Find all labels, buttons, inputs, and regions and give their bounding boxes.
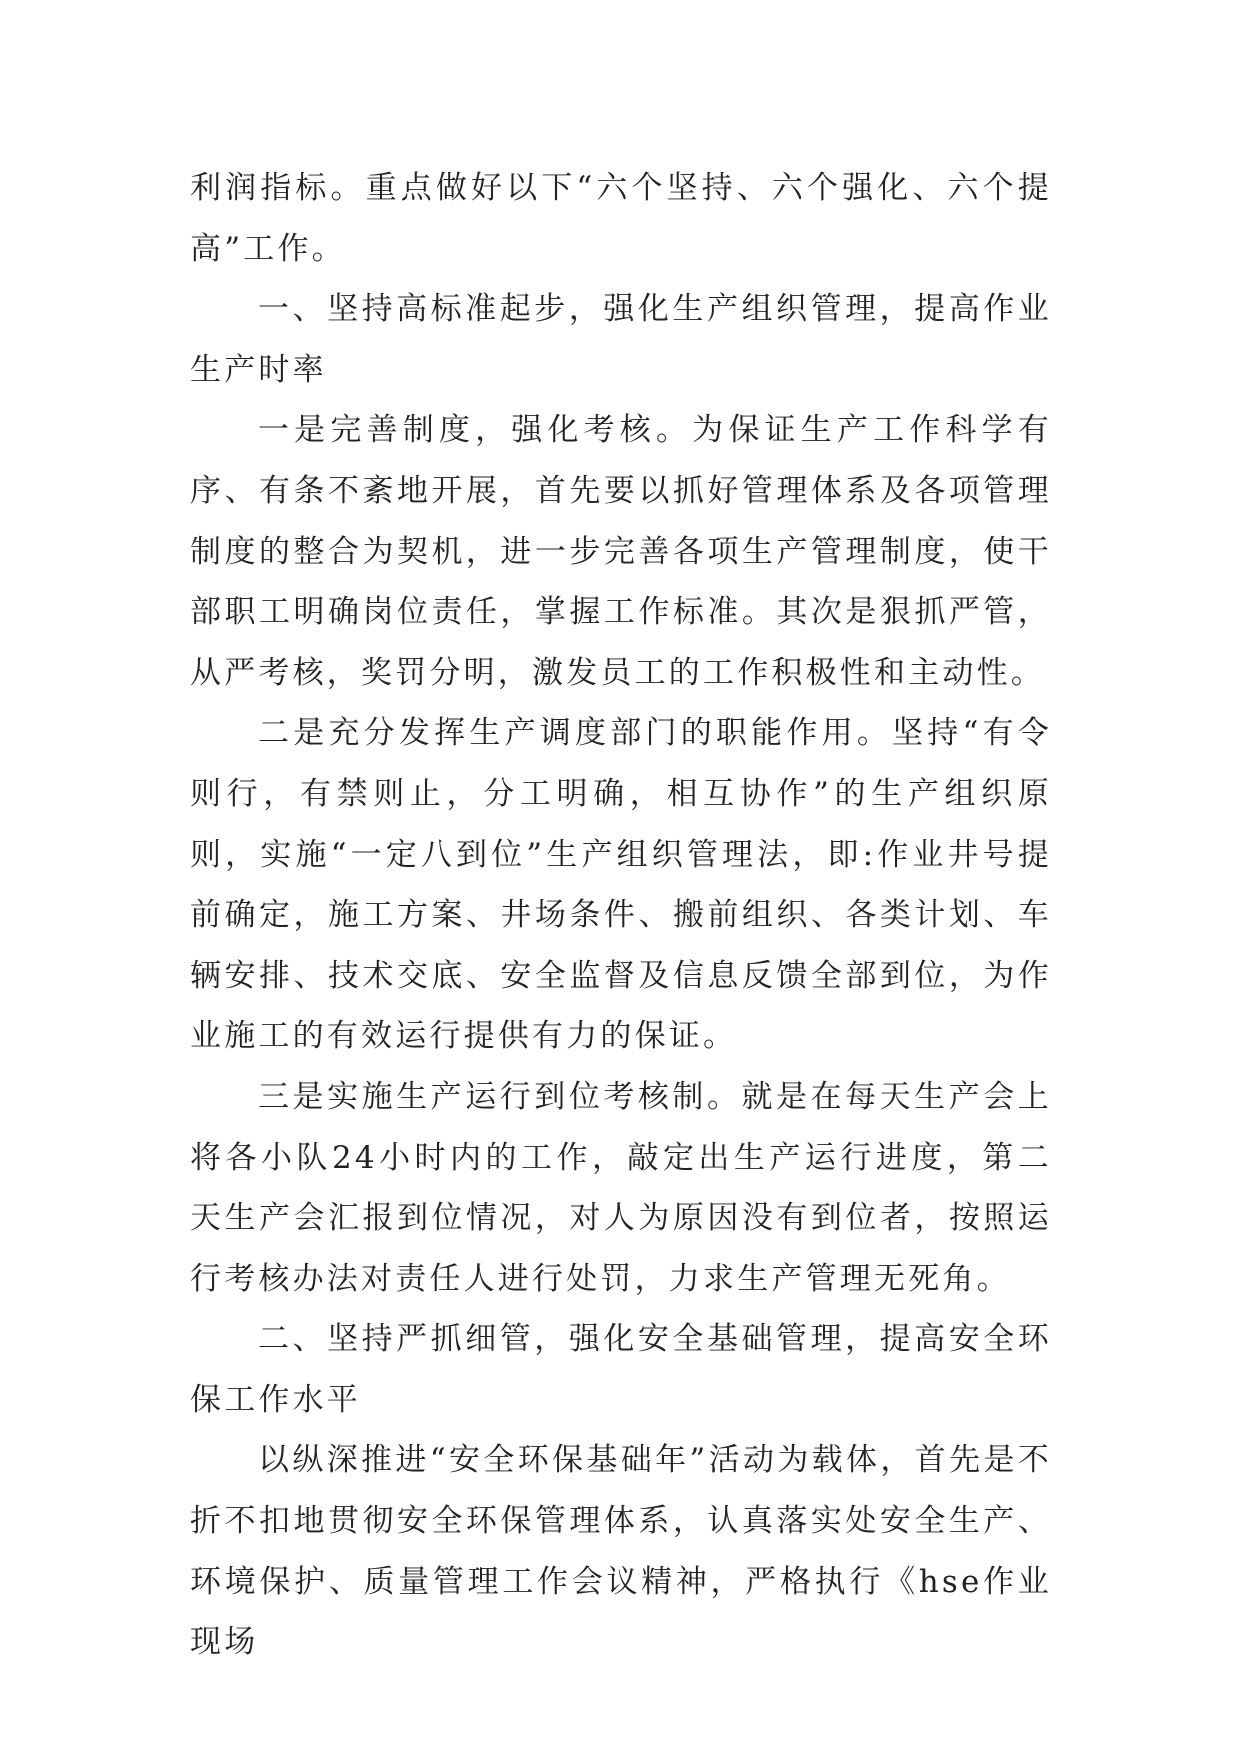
paragraph-3: 二是充分发挥生产调度部门的职能作用。坚持“有令则行，有禁则止，分工明确，相互协作”的生产组织原则，实施“一定八到位”生产组织管理法，即:作业井号提前确定，施工方案、井场条件、搬前组织、各类计划、车辆安排、技术交底、安全监督及信息反馈全部到位，为作业施工的有效运行提供有力的保证。 xyxy=(190,715,1052,1055)
paragraph-2: 一是完善制度，强化考核。为保证生产工作科学有序、有条不紊地开展，首先要以抓好管理体系及各项管理制度的整合为契机，进一步完善各项生产管理制度，使干部职工明确岗位责任，掌握工作标准。其次是狠抓严管，从严考核，奖罚分明，激发员工的工作积极性和主动性。 xyxy=(190,412,1052,691)
paragraph-4: 三是实施生产运行到位考核制。就是在每天生产会上将各小队24小时内的工作，敲定出生产运行进度，第二天生产会汇报到位情况，对人为原因没有到位者，按照运行考核办法对责任人进行处罚，力求生产管理无死角。 xyxy=(190,1078,1052,1297)
section-heading-1: 一、坚持高标准起步，强化生产组织管理，提高作业生产时率 xyxy=(190,291,1052,388)
section-heading-2: 二、坚持严抓细管，强化安全基础管理，提高安全环保工作水平 xyxy=(190,1321,1052,1418)
paragraph-5: 以纵深推进“安全环保基础年”活动为载体，首先是不折不扣地贯彻安全环保管理体系，认真落实处安全生产、环境保护、质量管理工作会议精神，严格执行《hse作业现场 xyxy=(190,1442,1052,1661)
document-body xyxy=(190,158,1052,1673)
paragraph-1: 利润指标。重点做好以下“六个坚持、六个强化、六个提高”工作。 xyxy=(190,170,1052,267)
